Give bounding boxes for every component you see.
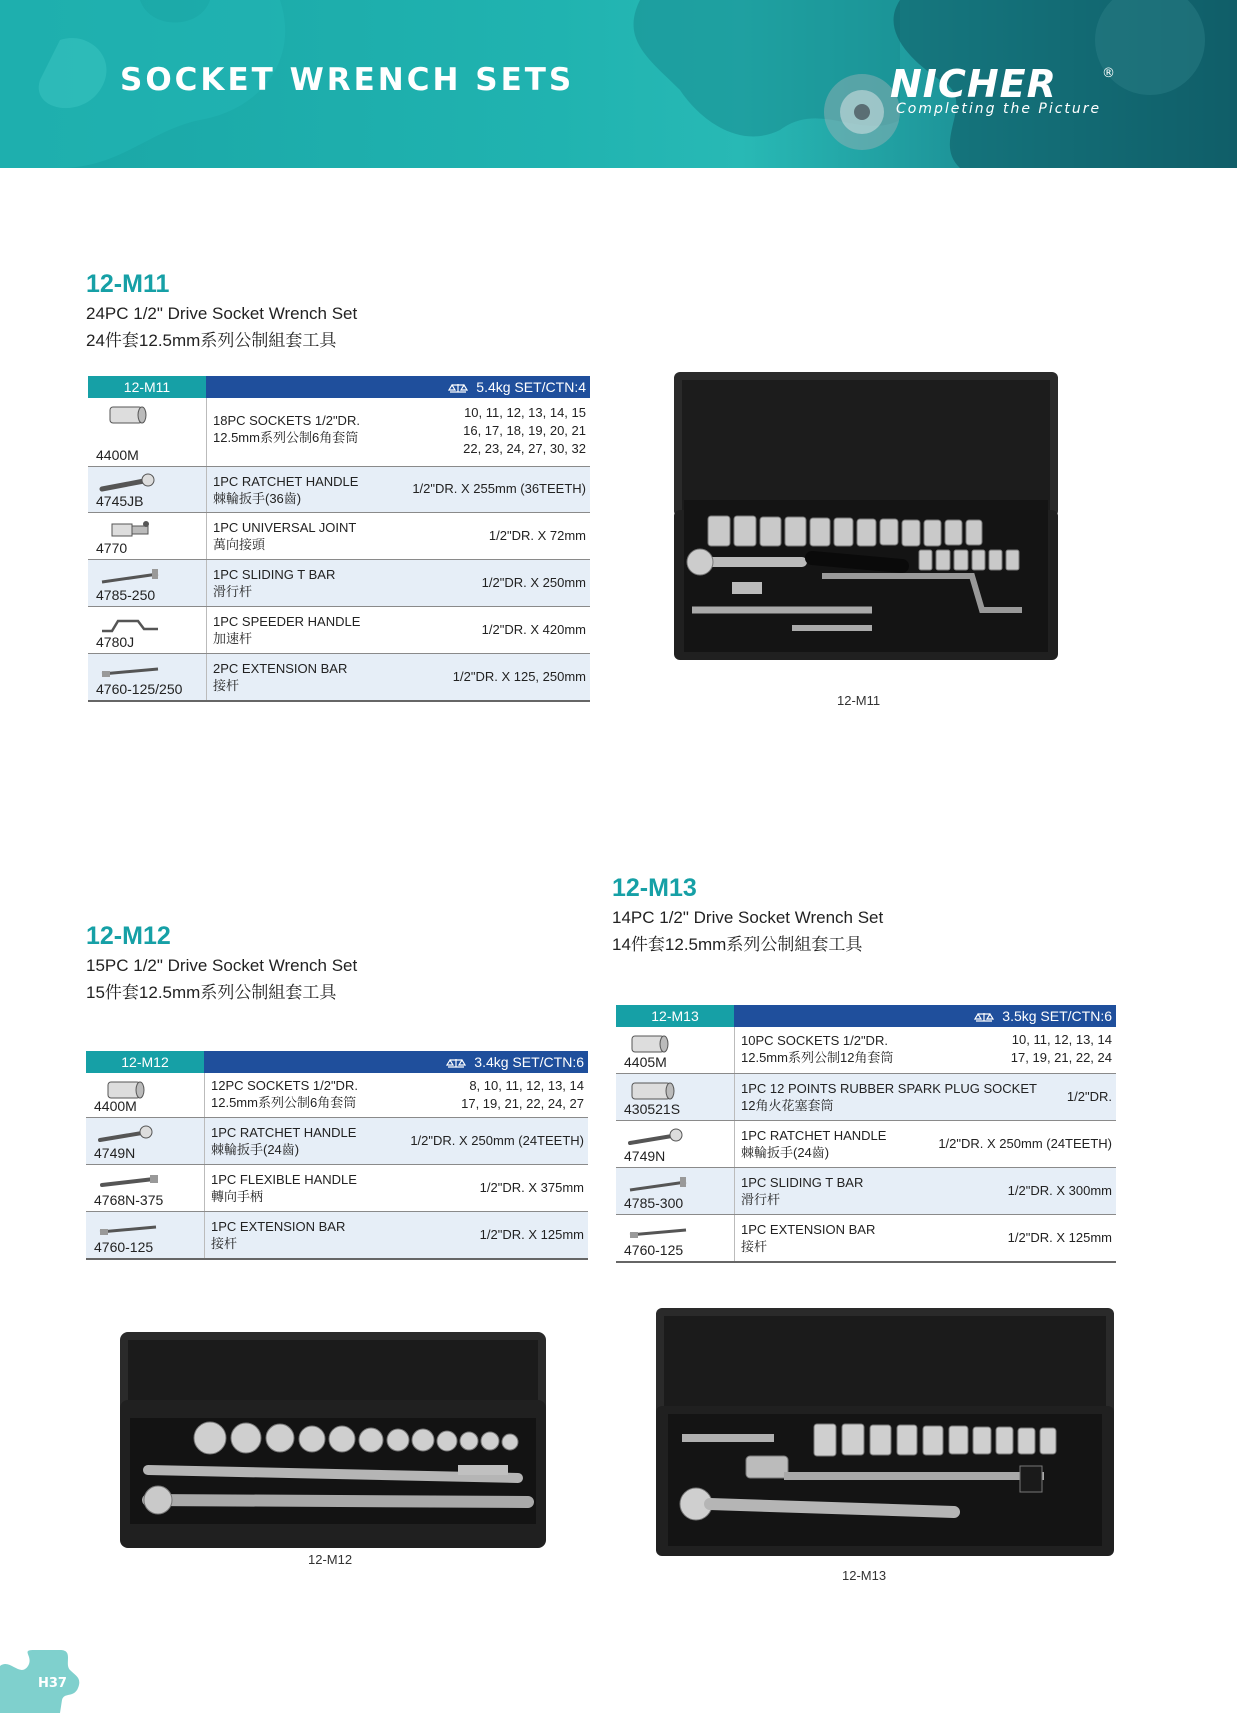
set-title-en-m12: 15PC 1/2" Drive Socket Wrench Set — [86, 956, 358, 975]
spec-line: 1/2"DR. — [1066, 1089, 1112, 1104]
set-title-zh-m13: 14件套12.5mm系列公制組套工具 — [612, 935, 863, 954]
weight-info — [974, 1005, 1112, 1027]
part-cell — [88, 654, 207, 700]
item-description — [211, 1124, 356, 1158]
flexible-handle-icon — [96, 1171, 160, 1193]
part-number: 4749N — [624, 1148, 666, 1164]
desc-zh: 接杆 — [213, 678, 240, 693]
desc-en: 1PC RATCHET HANDLE — [741, 1128, 887, 1143]
desc-zh: 棘輪扳手(24齒) — [741, 1145, 830, 1160]
item-spec — [1008, 1182, 1112, 1200]
set-code-m12: 12-M12 — [86, 922, 171, 950]
desc-zh: 棘輪扳手(36齒) — [213, 491, 302, 506]
socket-icon — [626, 1033, 690, 1055]
table-row — [88, 560, 590, 607]
table-row — [88, 398, 590, 467]
table-row — [88, 607, 590, 654]
part-cell — [88, 467, 207, 512]
item-spec — [1011, 1031, 1112, 1067]
item-description — [213, 412, 360, 446]
desc-en: 2PC EXTENSION BAR — [213, 661, 348, 676]
spec-line: 8, 10, 11, 12, 13, 14 — [469, 1078, 584, 1093]
sliding-t-bar-icon — [98, 566, 162, 588]
spark-plug-socket-icon — [626, 1080, 690, 1102]
part-number: 4785-250 — [96, 587, 156, 603]
brand-name: NICHER — [890, 62, 1057, 106]
ratchet-handle-icon — [98, 473, 162, 495]
item-spec — [480, 1179, 584, 1197]
desc-zh: 12角火花塞套筒 — [741, 1098, 834, 1113]
item-spec — [463, 404, 586, 458]
set-code-m13: 12-M13 — [612, 874, 697, 902]
speeder-handle-icon — [98, 613, 162, 635]
spec-table-header — [616, 1005, 1116, 1027]
desc-en: 1PC EXTENSION BAR — [741, 1222, 876, 1237]
spec-line: 10, 11, 12, 13, 14 — [1011, 1032, 1112, 1047]
spec-line: 10, 11, 12, 13, 14, 15 — [464, 405, 586, 420]
spec-line: 1/2"DR. X 125mm — [479, 1227, 584, 1242]
photo-caption-m11: 12-M11 — [837, 693, 881, 708]
part-number: 4405M — [624, 1054, 667, 1070]
set-title-zh-m11: 24件套12.5mm系列公制組套工具 — [86, 331, 337, 350]
desc-en: 1PC FLEXIBLE HANDLE — [211, 1172, 357, 1187]
table-row — [616, 1215, 1116, 1263]
desc-zh: 滑行杆 — [741, 1192, 781, 1207]
ratchet-handle-icon — [626, 1127, 690, 1149]
part-number: 430521S — [624, 1101, 681, 1117]
item-description — [213, 519, 356, 553]
item-description — [211, 1218, 345, 1252]
weight-info — [446, 1051, 584, 1073]
item-spec — [461, 1077, 584, 1113]
part-cell — [86, 1212, 205, 1258]
spec-line: 17, 19, 21, 22, 24 — [1010, 1050, 1112, 1065]
scale-icon — [448, 382, 468, 394]
product-photo-m12 — [118, 1330, 548, 1550]
part-number: 4760-125/250 — [96, 681, 183, 697]
spec-line: 1/2"DR. X 125, 250mm — [452, 669, 586, 684]
part-cell — [88, 513, 207, 559]
universal-joint-icon — [98, 519, 162, 541]
table-row — [86, 1212, 588, 1260]
part-number: 4400M — [96, 447, 139, 463]
spec-table-header — [88, 376, 590, 398]
part-number: 4760-125 — [624, 1242, 684, 1258]
item-description — [741, 1127, 886, 1161]
desc-zh: 接杆 — [741, 1239, 768, 1254]
item-description — [741, 1221, 875, 1255]
table-row — [88, 654, 590, 702]
item-spec — [453, 668, 586, 686]
table-row — [616, 1074, 1116, 1121]
item-spec — [489, 527, 586, 545]
product-photo-m13 — [654, 1306, 1116, 1566]
spec-line: 1/2"DR. X 255mm (36TEETH) — [412, 481, 586, 496]
desc-zh: 滑行杆 — [213, 584, 253, 599]
part-number: 4780J — [96, 634, 135, 650]
desc-zh: 12.5mm系列公制6角套筒 — [213, 430, 359, 445]
spec-line: 1/2"DR. X 125mm — [1007, 1230, 1112, 1245]
weight-text: 3.5kg SET/CTN:6 — [1002, 1008, 1112, 1024]
scale-icon — [446, 1057, 466, 1069]
desc-en: 1PC 12 POINTS RUBBER SPARK PLUG SOCKET — [741, 1081, 1037, 1096]
item-spec — [412, 480, 586, 498]
spec-table-m11 — [88, 376, 590, 702]
table-code: 12-M12 — [86, 1051, 204, 1073]
spec-table-header — [86, 1051, 588, 1073]
part-cell — [86, 1073, 205, 1117]
table-code: 12-M13 — [616, 1005, 734, 1027]
part-cell — [86, 1165, 205, 1211]
table-row — [616, 1027, 1116, 1074]
page-header — [0, 0, 1237, 168]
spec-line: 1/2"DR. X 72mm — [488, 528, 586, 543]
desc-en: 1PC SLIDING T BAR — [213, 567, 336, 582]
item-spec — [482, 574, 586, 592]
part-cell — [86, 1118, 205, 1164]
desc-en: 1PC SPEEDER HANDLE — [213, 614, 361, 629]
part-cell — [616, 1168, 735, 1214]
item-spec — [938, 1135, 1112, 1153]
extension-bar-icon — [626, 1221, 690, 1243]
table-row — [616, 1168, 1116, 1215]
item-description — [741, 1032, 893, 1066]
item-spec — [410, 1132, 584, 1150]
spec-table-m13 — [616, 1005, 1116, 1263]
set-title-en-m13: 14PC 1/2" Drive Socket Wrench Set — [612, 908, 884, 927]
spec-line: 1/2"DR. X 250mm (24TEETH) — [410, 1133, 584, 1148]
desc-en: 1PC EXTENSION BAR — [211, 1219, 346, 1234]
table-row — [88, 467, 590, 513]
spec-line: 1/2"DR. X 375mm — [479, 1180, 584, 1195]
spec-line: 17, 19, 21, 22, 24, 27 — [461, 1096, 584, 1111]
set-title-en-m11: 24PC 1/2" Drive Socket Wrench Set — [86, 304, 358, 323]
item-description — [213, 566, 335, 600]
weight-text: 5.4kg SET/CTN:4 — [476, 379, 586, 395]
product-photo-m11 — [672, 370, 1060, 665]
part-cell — [616, 1074, 735, 1120]
part-cell — [616, 1121, 735, 1167]
desc-zh: 萬向接頭 — [213, 537, 266, 552]
page-title: SOCKET WRENCH SETS — [120, 62, 575, 98]
desc-en: 10PC SOCKETS 1/2"DR. — [741, 1033, 888, 1048]
part-number: 4749N — [94, 1145, 136, 1161]
table-code: 12-M11 — [88, 376, 206, 398]
part-cell — [616, 1215, 735, 1261]
socket-icon — [98, 404, 162, 426]
item-description — [741, 1080, 1037, 1114]
item-description — [741, 1174, 863, 1208]
brand-logo — [890, 62, 1120, 122]
item-description — [213, 660, 347, 694]
item-description — [211, 1077, 358, 1111]
part-cell — [88, 560, 207, 606]
part-number: 4400M — [94, 1098, 137, 1114]
part-number: 4770 — [96, 540, 128, 556]
desc-zh: 加速杆 — [213, 631, 253, 646]
weight-info — [448, 376, 586, 398]
part-cell — [616, 1027, 735, 1073]
spec-line: 16, 17, 18, 19, 20, 21 — [463, 423, 586, 438]
spec-line: 1/2"DR. X 420mm — [481, 622, 586, 637]
desc-en: 1PC SLIDING T BAR — [741, 1175, 864, 1190]
part-cell — [88, 398, 207, 466]
desc-zh: 12.5mm系列公制6角套筒 — [211, 1095, 357, 1110]
desc-en: 12PC SOCKETS 1/2"DR. — [211, 1078, 358, 1093]
desc-zh: 接杆 — [211, 1236, 238, 1251]
item-spec — [1067, 1088, 1112, 1106]
spec-line: 1/2"DR. X 300mm — [1007, 1183, 1112, 1198]
extension-bar-icon — [98, 660, 162, 682]
spec-line: 22, 23, 24, 27, 30, 32 — [463, 441, 586, 456]
ratchet-handle-icon — [96, 1124, 160, 1146]
item-description — [211, 1171, 357, 1205]
scale-icon — [974, 1011, 994, 1023]
table-row — [616, 1121, 1116, 1168]
desc-en: 1PC RATCHET HANDLE — [213, 474, 359, 489]
item-spec — [480, 1226, 584, 1244]
part-cell — [88, 607, 207, 653]
table-row — [86, 1073, 588, 1118]
desc-en: 1PC UNIVERSAL JOINT — [213, 520, 357, 535]
set-title-zh-m12: 15件套12.5mm系列公制組套工具 — [86, 983, 337, 1002]
spec-table-m12 — [86, 1051, 588, 1260]
photo-caption-m12: 12-M12 — [308, 1552, 353, 1567]
desc-zh: 棘輪扳手(24齒) — [211, 1142, 300, 1157]
photo-caption-m13: 12-M13 — [842, 1568, 887, 1583]
table-row — [88, 513, 590, 560]
item-description — [213, 473, 358, 507]
item-description — [213, 613, 360, 647]
desc-en: 18PC SOCKETS 1/2"DR. — [213, 413, 360, 428]
set-code-m11: 12-M11 — [86, 270, 170, 298]
page-number: H37 — [38, 1676, 67, 1691]
desc-zh: 12.5mm系列公制12角套筒 — [741, 1050, 894, 1065]
part-number: 4745JB — [96, 493, 144, 509]
brand-tagline: Completing the Picture — [896, 101, 1102, 117]
part-number: 4785-300 — [624, 1195, 684, 1211]
desc-zh: 轉向手柄 — [211, 1189, 264, 1204]
item-spec — [482, 621, 586, 639]
brand-registered-mark: ® — [1102, 66, 1115, 81]
table-row — [86, 1165, 588, 1212]
sliding-t-bar-icon — [626, 1174, 690, 1196]
weight-text: 3.4kg SET/CTN:6 — [474, 1054, 584, 1070]
item-spec — [1008, 1229, 1112, 1247]
spec-line: 1/2"DR. X 250mm — [481, 575, 586, 590]
part-number: 4760-125 — [94, 1239, 154, 1255]
desc-en: 1PC RATCHET HANDLE — [211, 1125, 357, 1140]
part-number: 4768N-375 — [94, 1192, 164, 1208]
table-row — [86, 1118, 588, 1165]
spec-line: 1/2"DR. X 250mm (24TEETH) — [938, 1136, 1112, 1151]
extension-bar-icon — [96, 1218, 160, 1240]
